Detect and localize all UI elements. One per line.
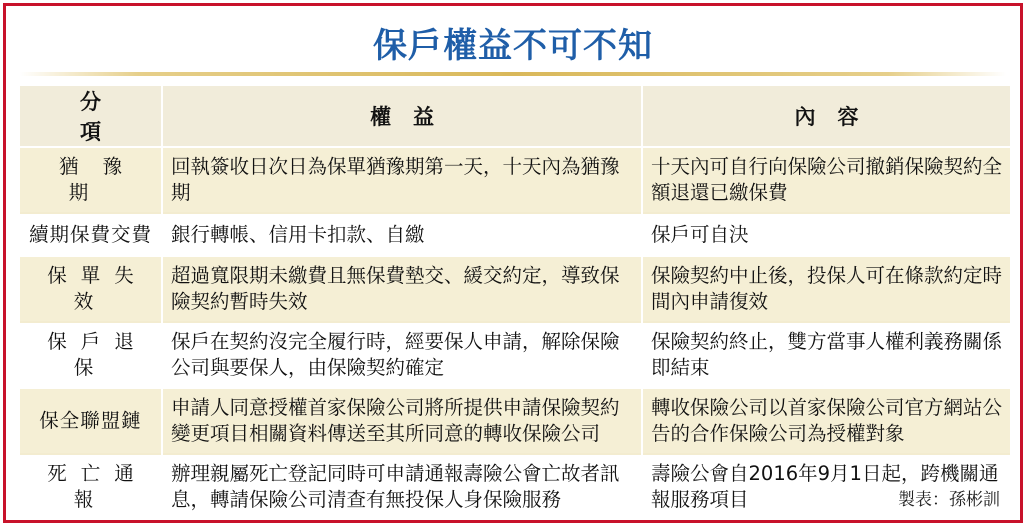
- row-category: 續期保費交費: [20, 213, 162, 256]
- table-row: [20, 454, 1010, 519]
- row-category: 死亡通報: [20, 454, 162, 519]
- row-content: 十天內可自行向保險公司撤銷保險契約全額退還已繳保費: [642, 147, 1010, 213]
- row-content: 保險契約中止後，投保人可在條款約定時間內申請復效: [642, 256, 1010, 322]
- row-rights: 超過寬限期未繳費且無保費墊交、緩交約定，導致保險契約暫時失效: [162, 256, 642, 322]
- row-rights: 銀行轉帳、信用卡扣款、自繳: [162, 213, 642, 256]
- rights-table: [20, 86, 1010, 519]
- header-rights: 權益: [162, 86, 642, 147]
- row-content: 轉收保險公司以首家保險公司官方網站公告的合作保險公司為授權對象: [642, 388, 1010, 454]
- row-category: 保全聯盟鏈: [20, 388, 162, 454]
- table-header-row: [20, 86, 1010, 147]
- row-category: 保單失效: [20, 256, 162, 322]
- row-category: 保戶退保: [20, 322, 162, 388]
- header-content: 內容: [642, 86, 1010, 147]
- table-row: [20, 213, 1010, 256]
- title-divider: [20, 72, 1006, 76]
- row-rights: 回執簽收日次日為保單猶豫期第一天，十天內為猶豫期: [162, 147, 642, 213]
- row-content: 保戶可自決: [642, 213, 1010, 256]
- table-row: [20, 256, 1010, 322]
- credit-line: 製表：孫彬訓: [898, 490, 1000, 510]
- row-content: 壽險公會自2016年9月1日起，跨機關通報服務項目: [642, 454, 1010, 519]
- row-rights: 辦理親屬死亡登記同時可申請通報壽險公會亡故者訊息，轉請保險公司清查有無投保人身保險服務: [162, 454, 642, 519]
- table-row: [20, 322, 1010, 388]
- page-title: 保戶權益不可不知: [373, 26, 653, 66]
- header-category: 分項: [20, 86, 162, 147]
- table-row: [20, 388, 1010, 454]
- row-rights: 申請人同意授權首家保險公司將所提供申請保險契約變更項目相關資料傳送至其所同意的轉收保險公司: [162, 388, 642, 454]
- row-category: 猶豫期: [20, 147, 162, 213]
- table-row: [20, 147, 1010, 213]
- row-rights: 保戶在契約沒完全履行時，經要保人申請，解除保險公司與要保人，由保險契約確定: [162, 322, 642, 388]
- infographic-frame: [3, 3, 1023, 523]
- row-content: 保險契約終止，雙方當事人權利義務關係即結束: [642, 322, 1010, 388]
